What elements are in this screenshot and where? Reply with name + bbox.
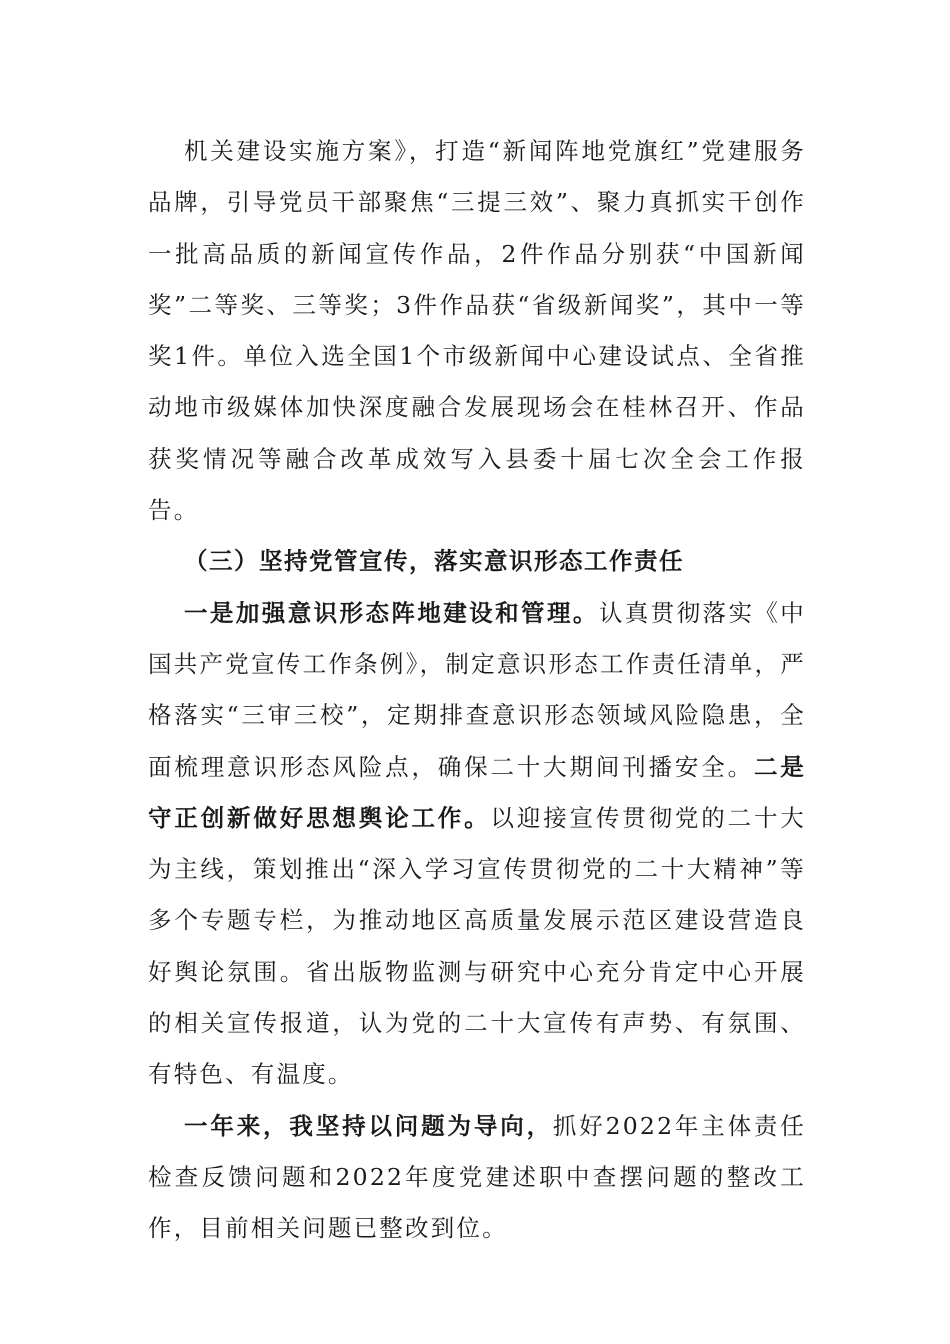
- point-one-title: 一是加强意识形态阵地建设和管理。: [184, 598, 599, 627]
- rectification-lead: 一年来，我坚持以问题为导向，: [184, 1111, 553, 1140]
- section-heading-three: （三）坚持党管宣传，落实意识形态工作责任: [184, 547, 684, 576]
- paragraph-rectification: [148, 1101, 806, 1255]
- point-two-text: 以迎接宣传贯彻党的二十大为主线，策划推出“深入学习宣传贯彻党的二十大精神”等多个专题专栏，为推动地区高质量发展示范区建设营造良好舆论氛围。省出版物监测与研究中心充分肯定中心开展的相关宣传报道，认为党的二十大宣传有声势、有氛围、有特色、有温度。: [148, 803, 806, 1089]
- document-body: [148, 126, 806, 1255]
- rectification-text: 抓好2022年主体责任检查反馈问题和2022年度党建述职中查摆问题的整改工作，目前相关问题已整改到位。: [148, 1111, 806, 1243]
- paragraph-party-building-achievements: 机关建设实施方案》，打造“新闻阵地党旗红”党建服务品牌，引导党员干部聚焦“三提三效”、聚力真抓实干创作一批高品质的新闻宣传作品，2件作品分别获“中国新闻奖”二等奖、三等奖；3件作品获“省级新闻奖”，其中一等奖1件。单位入选全国1个市级新闻中心建设试点、全省推动地市级媒体加快深度融合发展现场会在桂林召开、作品获奖情况等融合改革成效写入县委十届七次全会工作报告。: [148, 137, 806, 525]
- paragraph-ideology-work: [148, 588, 806, 1101]
- point-one-text: 认真贯彻落实《中国共产党宣传工作条例》，制定意识形态工作责任清单，严格落实“三审三校”，定期排查意识形态领域风险隐患，全面梳理意识形态风险点，确保二十大期间刊播安全。: [148, 598, 806, 781]
- point-two-title: 二是守正创新做好思想舆论工作。: [148, 752, 806, 832]
